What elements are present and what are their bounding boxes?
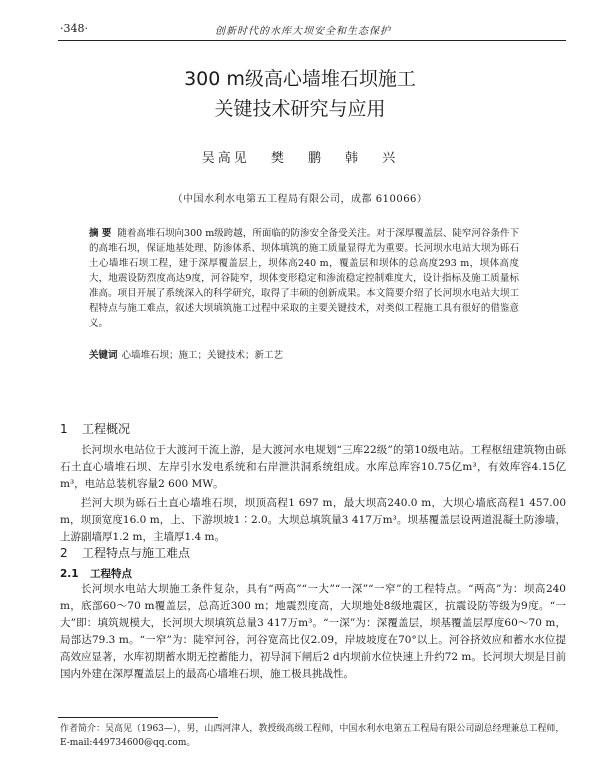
author-footnote: 作者简介：吴高见（1963—），男，山西河津人，教授级高级工程师，中国水利水电第五工程局有限公司副总经理兼总工程师，E-mail:449734600@qq.com。 <box>60 724 565 748</box>
abstract-text: 随着高堆石坝向300 m级跨越，所面临的防渗安全备受关注。对于深厚覆盖层、陡窄河谷条件下的高堆石坝，保证地基处理、防渗体系、坝体填筑的施工质量显得尤为重要。长河坝水电站大坝为砾石土心墙堆石坝工程，建于深厚覆盖层上，坝体高240 m，覆盖层和坝体的总高度293 m，坝体高度大，地震设防烈度高达9度，河谷陡窄，坝体变形稳定和渗流稳定控制难度大，设计指标及施工质量标准高。项目开展了系统深入的科学研究，取得了丰硕的创新成果。本文简要介绍了长河坝水电站大坝工程特点与施工难点，叙述大坝填筑施工过程中采取的主要关键技术，对类似工程施工具有很好的借鉴意义。 <box>89 228 519 329</box>
keywords <box>89 348 519 363</box>
abstract <box>89 226 519 331</box>
title-line-2: 关键技术研究与应用 <box>214 98 386 120</box>
page-number: ·348· <box>60 22 88 35</box>
subsection-2-1-heading <box>60 566 132 581</box>
subsection-2-1-number: 2.1 <box>60 568 79 580</box>
keywords-label: 关键词 <box>89 350 118 361</box>
abstract-label: 摘 要 <box>89 228 112 239</box>
header-rule <box>58 40 566 41</box>
authors: 吴高见 樊 鹏 韩 兴 <box>201 151 399 166</box>
affiliation: （中国水利水电第五工程局有限公司，成都 610066） <box>172 194 428 205</box>
section-1-number: 1 <box>60 422 68 436</box>
section-1-paragraph-2: 拦河大坝为砾石土直心墙堆石坝，坝顶高程1 697 m，最大坝高240.0 m，大坝心墙底高程1 457.00 m，坝顶宽度16.0 m，上、下游坝坡1∶2.0。大坝总填筑量3 417万m³。坝基覆盖层设两道混凝土防渗墙，上游副墙厚1.2 m，主墙厚1.4 m。 <box>60 497 566 543</box>
section-2-title: 工程特点与施工难点 <box>82 546 191 560</box>
section-2-number: 2 <box>60 546 68 560</box>
section-1-paragraph-1: 长河坝水电站位于大渡河干流上游，是大渡河水电规划“三库22级”的第10级电站。工程枢纽建筑物由砾石土直心墙堆石坝、左岸引水发电系统和右岸泄洪洞系统组成。水库总库容10.75亿m³，有效库容4.15亿m³，电站总装机容量2 600 MW。 <box>60 444 566 490</box>
section-2-1-paragraph: 长河坝水电站大坝施工条件复杂，具有“两高”“一大”“一深”“一窄”的工程特点。“两高”为：坝高240 m，底部60～70 m覆盖层，总高近300 m；地震烈度高，大坝地处8级地震区，抗震设防等级为9度。“一大”即：填筑规模大，长河坝大坝填筑总量3 417万m³。“一深”为：深覆盖层，坝基覆盖层厚度60～70 m，局部达79.3 m。“一窄”为：陡窄河谷，河谷宽高比仅2.09，岸坡坡度在70°以上。河谷挤效应和蓄水水位提高效应显著，水库初期蓄水期无控蓄能力，初导洞下闸后2 d内坝前水位快速上升约72 m。长河坝大坝是目前国内外建在深厚覆盖层上的最高心墙堆石坝，施工极具挑战性。 <box>60 583 566 680</box>
footnote-rule <box>58 717 218 718</box>
keywords-text: 心墙堆石坝；施工；关键技术；新工艺 <box>121 350 284 361</box>
paper-title <box>0 64 600 124</box>
section-2-heading <box>60 544 190 561</box>
title-line-1: 300 m级高心墙堆石坝施工 <box>184 68 416 90</box>
subsection-2-1-title: 工程特点 <box>90 568 132 580</box>
section-1-title: 工程概况 <box>82 422 131 436</box>
running-title: 创新时代的水库大坝安全和生态保护 <box>215 26 391 37</box>
section-1-heading <box>60 420 130 437</box>
